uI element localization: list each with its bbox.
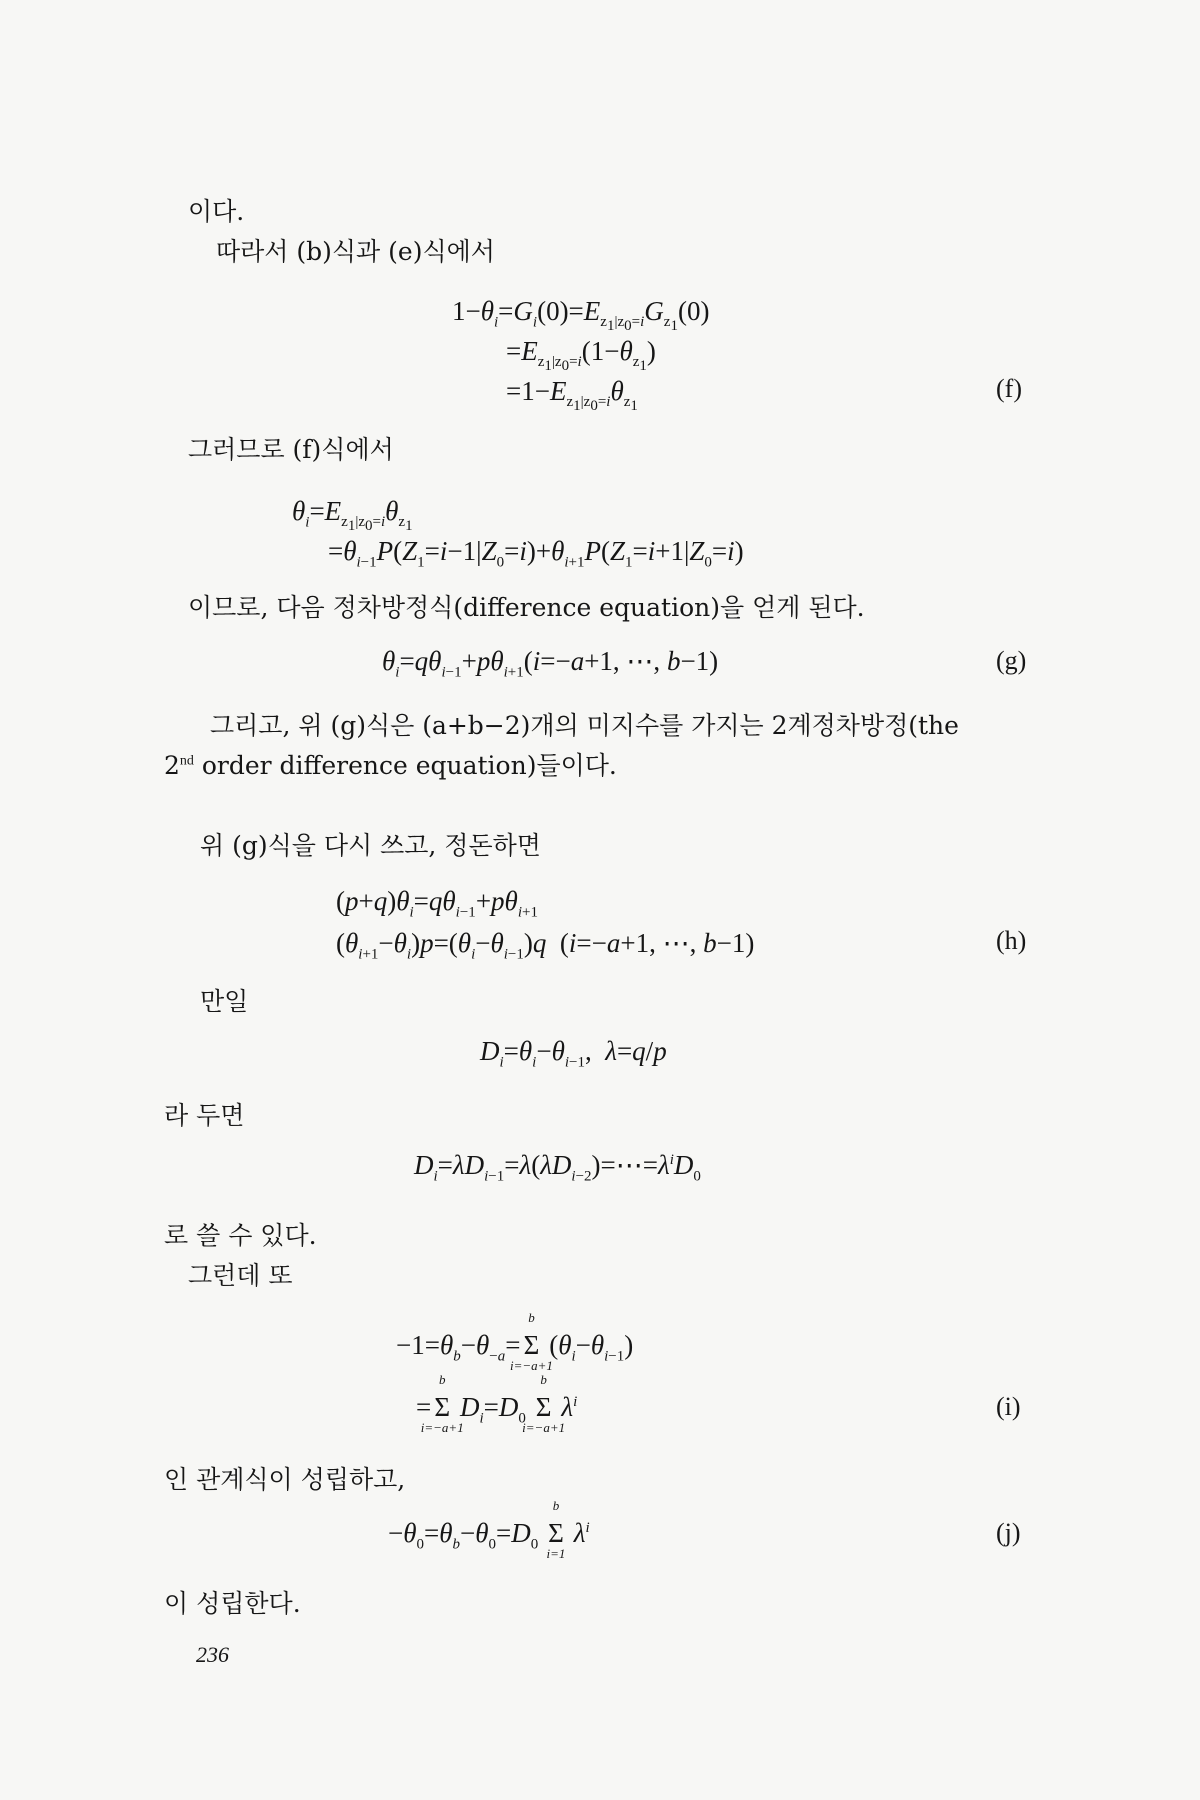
equation-j: $-\theta_0=\theta_b-\theta_0=D_0$ b Σ i=1 $\lambda^i$ (388, 1498, 590, 1561)
equation-f-line3: $=1-E_{z_1|z_0=i}\theta_{z_1}$ (506, 376, 638, 415)
equation-label-g: (g) (996, 646, 1027, 675)
text-line: 2nd order difference equation)들이다. (164, 751, 617, 780)
text-line: 만일 (200, 987, 249, 1016)
equation-theta-line1: $\theta_i=E_{z_1|z_0=i}\theta_{z_1}$ (292, 496, 413, 535)
equation-D-def: $D_i=\theta_i-\theta_{i-1}$, λ=q/p (480, 1036, 667, 1071)
equation-h-line2: $(\theta_{i+1}-\theta_i)p=(\theta_i-\theta_{i-1})q$ (i=−a+1, ⋯, b−1) (336, 928, 755, 963)
text-line: 그러므로 (f)식에서 (188, 435, 394, 464)
text-line: 인 관계식이 성립하고, (164, 1465, 406, 1494)
text-line: 이 성립한다. (164, 1589, 301, 1618)
equation-h-line1: $(p+q)\theta_i=q\theta_{i-1}+p\theta_{i+1}$ (336, 886, 538, 921)
text-line: 이다. (188, 197, 245, 226)
equation-f-line1: $1-\theta_i=G_i(0)=E_{z_1|z_0=i}G_{z_1}(0)$ (452, 296, 710, 335)
text-line: 따라서 (b)식과 (e)식에서 (216, 237, 495, 266)
text-line: 위 (g)식을 다시 쓰고, 정돈하면 (200, 831, 541, 860)
equation-label-i: (i) (996, 1392, 1021, 1421)
text-line: 그런데 또 (188, 1261, 293, 1290)
equation-g: $\theta_i=q\theta_{i-1}+p\theta_{i+1}(i=-a+1$, ⋯, b−1) (382, 646, 719, 681)
equation-i-line1: $-1=\theta_b-\theta_{-a}=$ b Σ i=−a+1 $(\theta_i-\theta_{i-1})$ (396, 1310, 634, 1373)
equation-f-line2: $=E_{z_1|z_0=i}(1-\theta_{z_1})$ (506, 336, 656, 375)
text-line: 로 쓸 수 있다. (164, 1221, 317, 1250)
equation-label-f: (f) (996, 374, 1022, 403)
equation-i-line2: = b Σ i=−a+1 $D_i=D_0$ b Σ i=−a+1 $\lambda^i$ (416, 1372, 578, 1435)
equation-D-recursion: $D_i=\lambda D_{i-1}=\lambda(\lambda D_{i-2})=\cdots=\lambda^iD_0$ (414, 1150, 701, 1185)
equation-label-h: (h) (996, 926, 1027, 955)
text-line: 그리고, 위 (g)식은 (a+b−2)개의 미지수를 가지는 2계정차방정(the (210, 711, 959, 740)
text-line: 이므로, 다음 정차방정식(difference equation)을 얻게 된다. (188, 593, 865, 622)
equation-label-j: (j) (996, 1518, 1021, 1547)
text-line: 라 두면 (164, 1101, 245, 1130)
equation-theta-line2: $=\theta_{i-1}P(Z_1=i-1|Z_0=i)+\theta_{i+1}P(Z_1=i+1|Z_0=i)$ (328, 536, 744, 571)
page-number: 236 (196, 1642, 229, 1667)
